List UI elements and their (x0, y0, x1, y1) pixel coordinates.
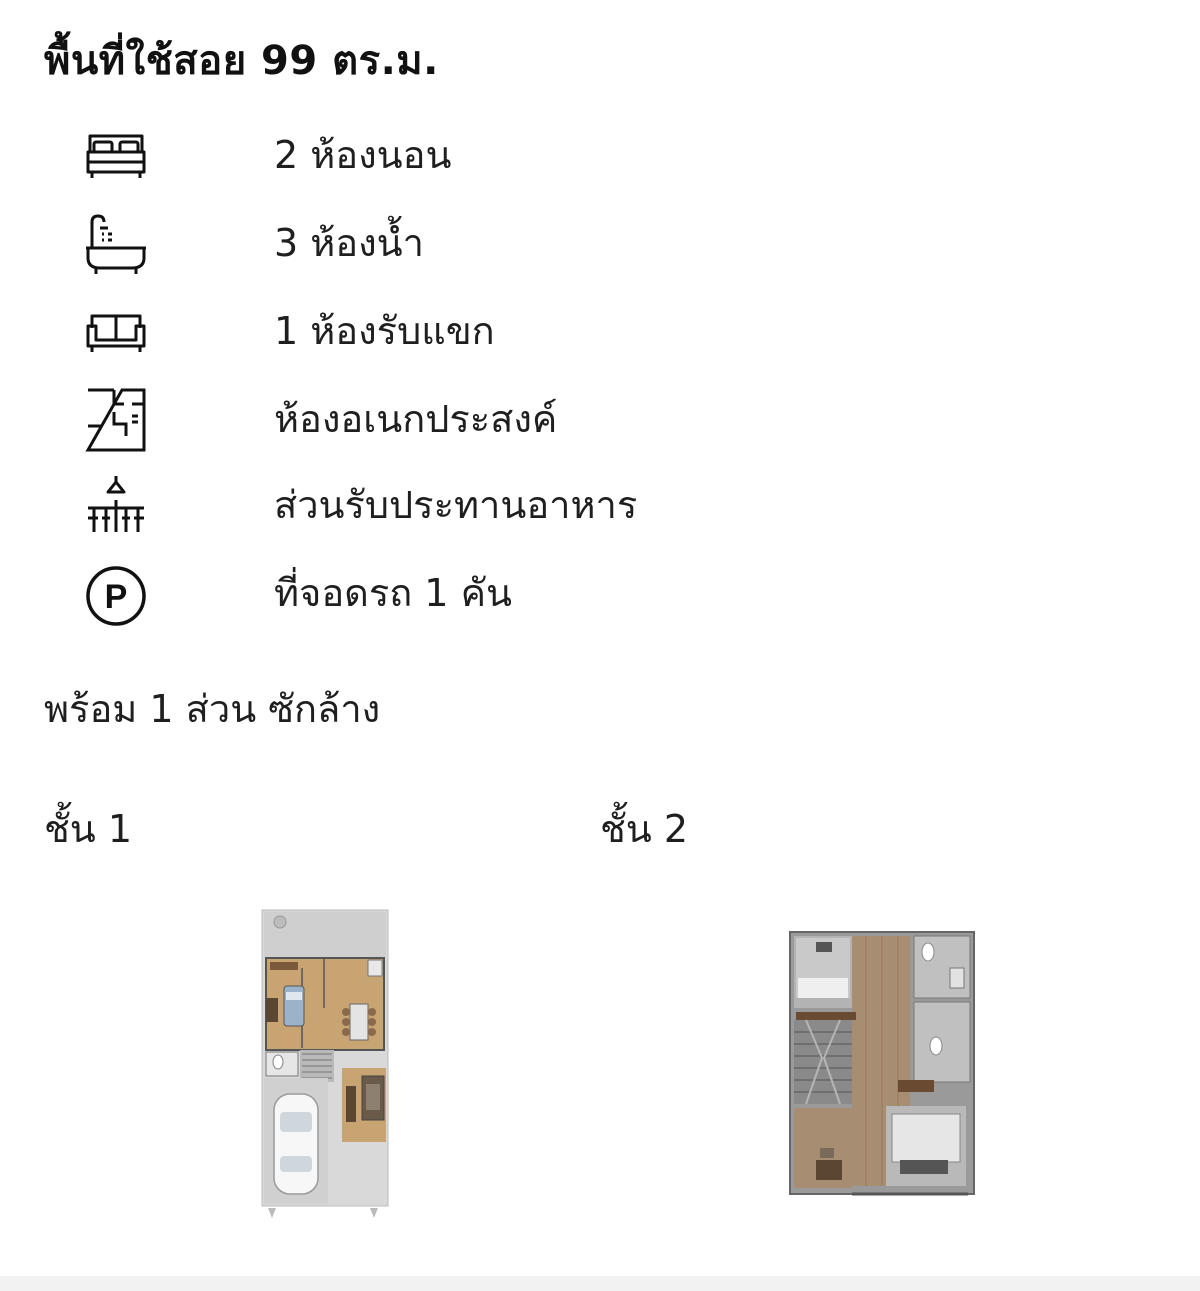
feature-label: ที่จอดรถ 1 คัน (274, 571, 512, 615)
feature-multipurpose-room (80, 386, 780, 466)
floorplan-icon (80, 386, 152, 458)
svg-text:P: P (104, 578, 128, 616)
sofa-icon (80, 298, 152, 370)
bed-icon (80, 122, 152, 194)
feature-label: 1 ห้องรับแขก (274, 309, 495, 353)
floor-1-label: ชั้น 1 (44, 807, 133, 851)
floor-1-plan-image (258, 908, 392, 1220)
feature-dining (80, 472, 780, 552)
bottom-divider (0, 1276, 1200, 1291)
feature-bedrooms (80, 122, 780, 202)
feature-living-room (80, 298, 780, 378)
dining-icon (80, 472, 152, 544)
feature-label: ส่วนรับประทานอาหาร (274, 483, 638, 527)
feature-label: 2 ห้องนอน (274, 133, 452, 177)
page-title: พื้นที่ใช้สอย 99 ตร.ม. (44, 38, 439, 84)
floor-2-plan-image (786, 928, 978, 1202)
parking-icon (80, 560, 152, 632)
feature-label: ห้องอเนกประสงค์ (274, 397, 558, 441)
feature-label: 3 ห้องน้ำ (274, 221, 424, 265)
bathtub-icon (80, 210, 152, 282)
extra-feature-text: พร้อม 1 ส่วน ซักล้าง (44, 687, 381, 731)
feature-bathrooms (80, 210, 780, 290)
floor-2-label: ชั้น 2 (600, 807, 689, 851)
feature-parking (80, 560, 780, 640)
